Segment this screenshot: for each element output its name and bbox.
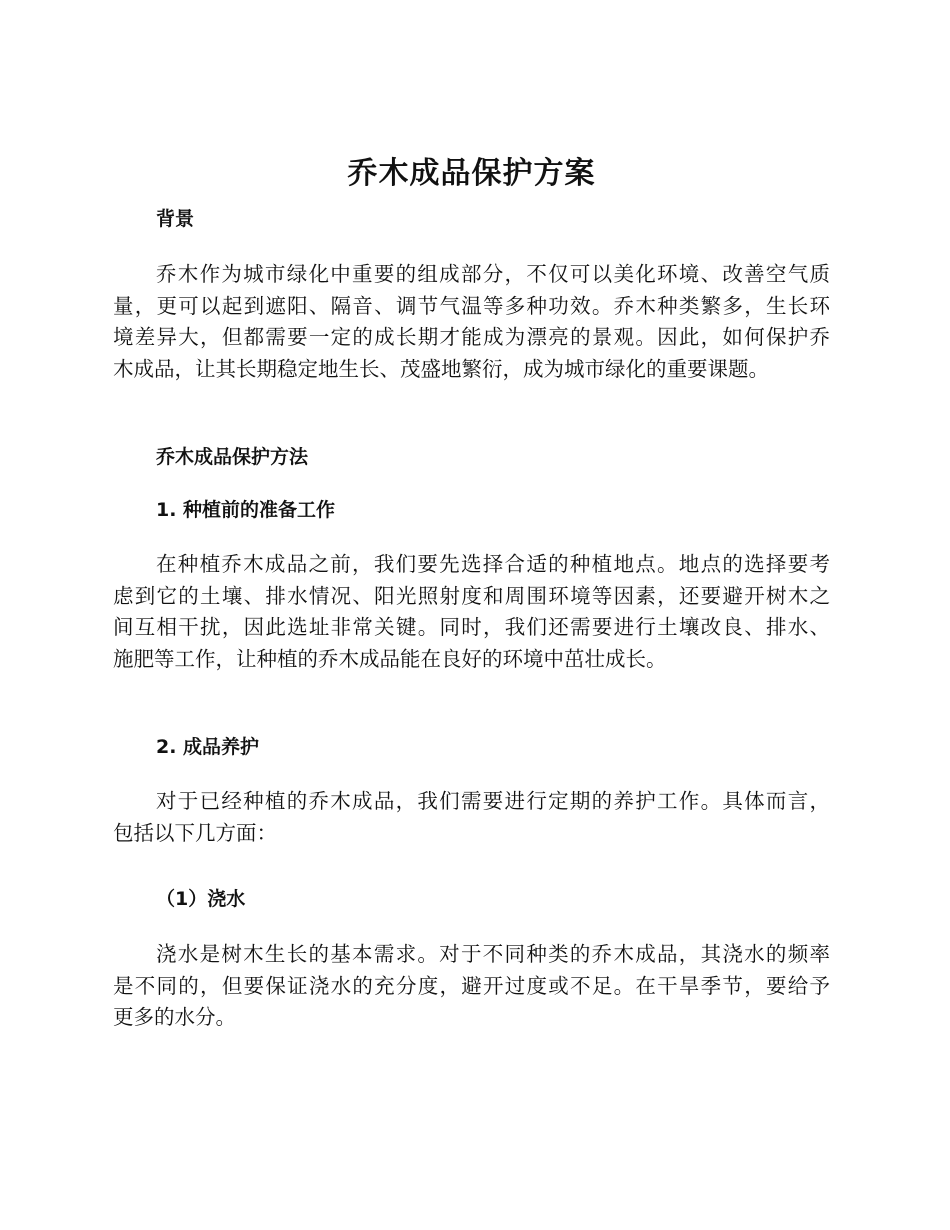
paragraph-line: 间互相干扰，因此选址非常关键。同时，我们还需要进行土壤改良、排水、 — [113, 615, 830, 639]
heading-preparation: 1. 种植前的准备工作 — [156, 499, 336, 521]
paragraph-line: 更多的水分。 — [113, 1005, 236, 1029]
paragraph-line: 木成品，让其长期稳定地生长、茂盛地繁衍，成为城市绿化的重要课题。 — [113, 356, 769, 381]
paragraph-line: 乔木作为城市绿化中重要的组成部分，不仅可以美化环境、改善空气质 — [156, 262, 830, 286]
heading-care: 2. 成品养护 — [156, 736, 260, 758]
paragraph-line: 包括以下几方面： — [113, 820, 277, 845]
paragraph-line: 施肥等工作，让种植的乔木成品能在良好的环境中茁壮成长。 — [113, 646, 667, 671]
heading-watering: （1）浇水 — [156, 888, 246, 910]
paragraph-line: 量，更可以起到遮阳、隔音、调节气温等多种功效。乔木种类繁多，生长环 — [113, 293, 830, 318]
paragraph-watering — [113, 939, 830, 1034]
heading-background: 背景 — [156, 208, 195, 230]
paragraph-line: 虑到它的土壤、排水情况、阳光照射度和周围环境等因素，还要避开树木之 — [113, 583, 830, 608]
heading-methods: 乔木成品保护方法 — [156, 446, 309, 468]
paragraph-line: 是不同的，但要保证浇水的充分度，避开过度或不足。在干旱季节，要给予 — [113, 973, 830, 998]
paragraph-care — [113, 786, 830, 849]
paragraph-background — [113, 259, 830, 385]
paragraph-line: 浇水是树木生长的基本需求。对于不同种类的乔木成品，其浇水的频率 — [156, 942, 830, 966]
paragraph-line: 在种植乔木成品之前，我们要先选择合适的种植地点。地点的选择要考 — [156, 552, 830, 576]
paragraph-preparation — [113, 549, 830, 675]
paragraph-line: 对于已经种植的乔木成品，我们需要进行定期的养护工作。具体而言， — [156, 789, 830, 813]
paragraph-line: 境差异大，但都需要一定的成长期才能成为漂亮的景观。因此，如何保护乔 — [113, 325, 830, 349]
page-title: 乔木成品保护方案 — [347, 156, 596, 191]
